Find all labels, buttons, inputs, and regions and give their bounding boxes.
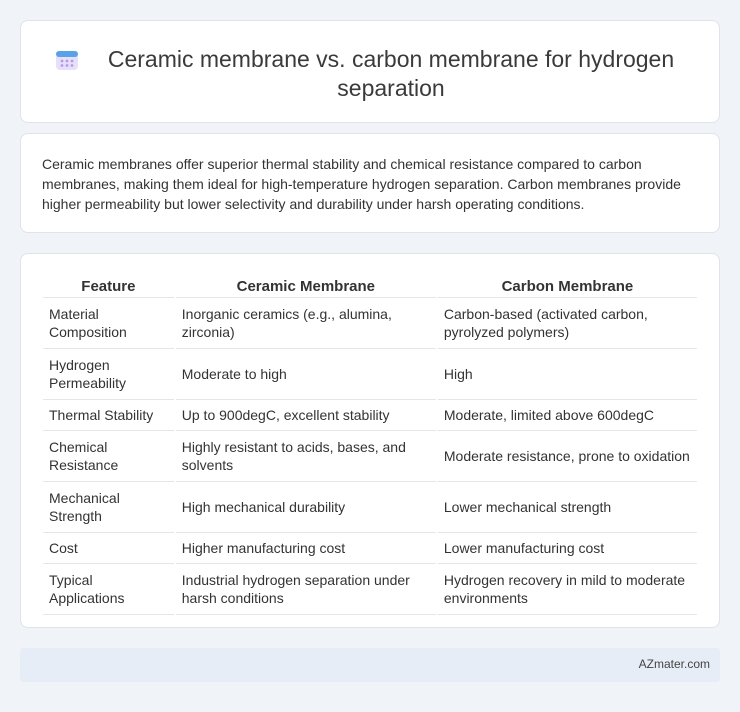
table-cell-carbon: Moderate, limited above 600degC [438, 400, 697, 431]
table-cell-feature: Typical Applications [43, 564, 174, 615]
table-cell-feature: Mechanical Strength [43, 482, 174, 533]
table-row [43, 431, 697, 482]
summary-card [20, 133, 720, 233]
table-cell-feature: Material Composition [43, 298, 174, 349]
footer-bar [20, 648, 720, 682]
table-cell-carbon: Carbon-based (activated carbon, pyrolyzed polymers) [438, 298, 697, 349]
title-card [20, 20, 720, 123]
table-cell-ceramic: High mechanical durability [176, 482, 436, 533]
table-row [43, 482, 697, 533]
table-cell-carbon: Moderate resistance, prone to oxidation [438, 431, 697, 482]
table-row [43, 400, 697, 431]
table-cell-carbon: Lower manufacturing cost [438, 533, 697, 564]
table-cell-feature: Thermal Stability [43, 400, 174, 431]
comparison-card [20, 253, 720, 628]
table-cell-feature: Chemical Resistance [43, 431, 174, 482]
table-header-row [43, 274, 697, 298]
footer-brand[interactable]: AZmater.com [638, 657, 710, 671]
table-row [43, 564, 697, 615]
table-cell-ceramic: Moderate to high [176, 349, 436, 400]
comparison-table [41, 274, 699, 615]
table-cell-ceramic: Inorganic ceramics (e.g., alumina, zirconia) [176, 298, 436, 349]
table-cell-ceramic: Industrial hydrogen separation under harsh conditions [176, 564, 436, 615]
table-cell-feature: Cost [43, 533, 174, 564]
table-cell-ceramic: Up to 900degC, excellent stability [176, 400, 436, 431]
table-cell-carbon: Lower mechanical strength [438, 482, 697, 533]
page-title: Ceramic membrane vs. carbon membrane for hydrogen separation [107, 46, 675, 101]
table-row [43, 298, 697, 349]
table-cell-carbon: High [438, 349, 697, 400]
table-cell-carbon: Hydrogen recovery in mild to moderate environments [438, 564, 697, 615]
table-row [43, 349, 697, 400]
header-carbon: Carbon Membrane [438, 274, 697, 298]
header-ceramic: Ceramic Membrane [176, 274, 436, 298]
summary-text: Ceramic membranes offer superior thermal stability and chemical resistance compared to carbon membranes, making them ideal for high-temperature hydrogen separation. Carbon membranes provide higher permeability but lower selectivity and durability under harsh operating conditions. [42, 156, 681, 212]
table-cell-ceramic: Higher manufacturing cost [176, 533, 436, 564]
table-cell-feature: Hydrogen Permeability [43, 349, 174, 400]
table-cell-ceramic: Highly resistant to acids, bases, and solvents [176, 431, 436, 482]
table-row [43, 533, 697, 564]
header-feature: Feature [43, 274, 174, 298]
